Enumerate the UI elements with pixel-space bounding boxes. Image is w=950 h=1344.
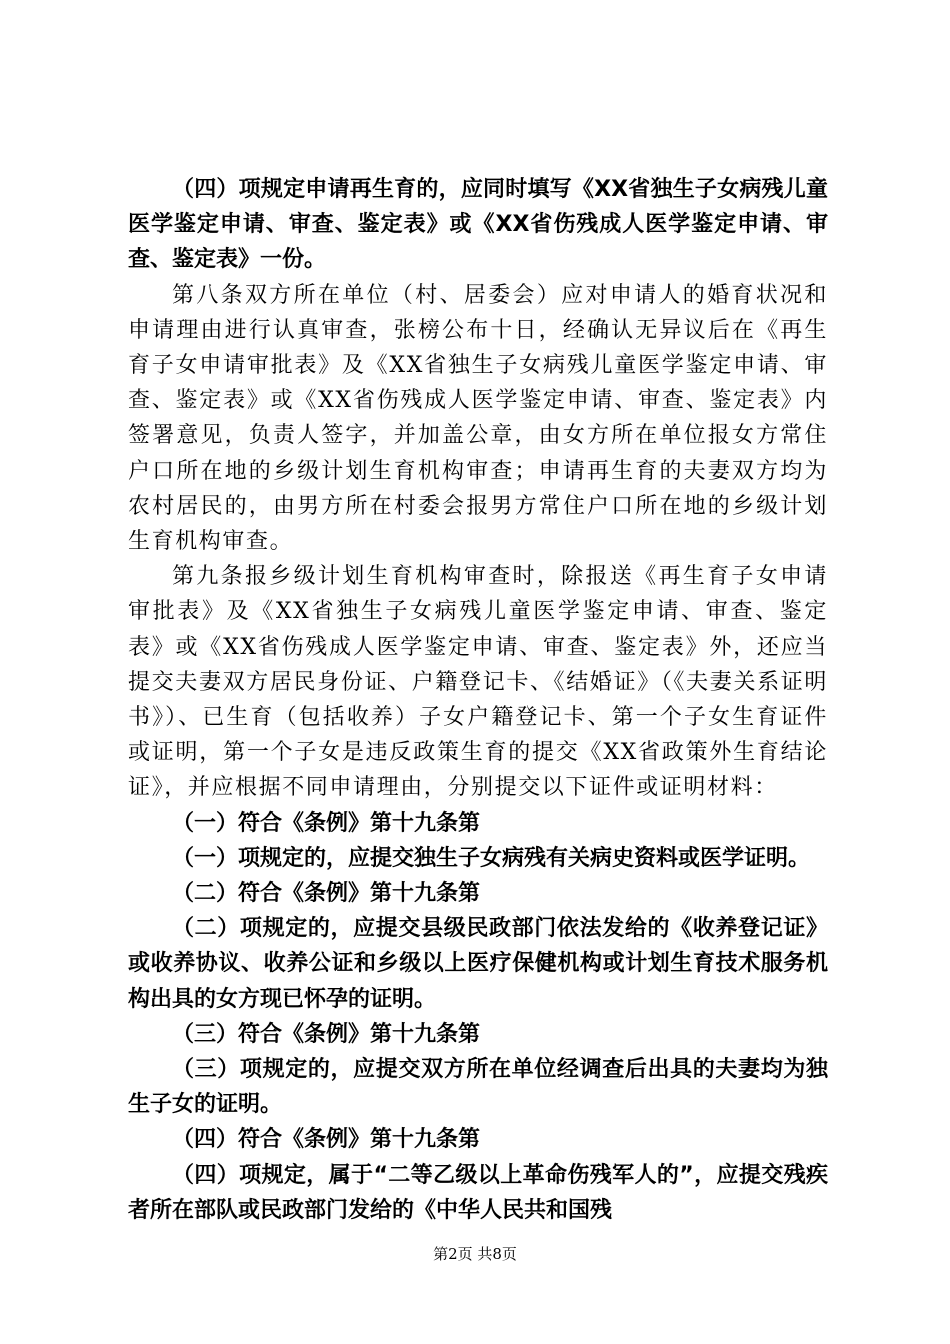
paragraph-item-4-body: （四）项规定，属于“二等乙级以上革命伤残军人的”，应提交残疾者所在部队或民政部门发给的《中华人民共和国残 xyxy=(128,1162,828,1223)
paragraph-item-4-heading: （四）符合《条例》第十九条第 xyxy=(172,1127,481,1153)
page-number-footer: 第2页 共8页 xyxy=(433,1245,517,1263)
paragraph-item-2-body: （二）项规定的，应提交县级民政部门依法发给的《收养登记证》或收养协议、收养公证和乡级以上医疗保健机构或计划生育技术服务机构出具的女方现已怀孕的证明。 xyxy=(128,916,828,1012)
paragraph-1: （四）项规定申请再生育的，应同时填写《XX省独生子女病残儿童医学鉴定申请、审查、鉴定表》或《XX省伤残成人医学鉴定申请、审查、鉴定表》一份。 xyxy=(128,177,828,273)
document-body xyxy=(128,172,828,1228)
paragraph-item-1-body: （一）项规定的，应提交独生子女病残有关病史资料或医学证明。 xyxy=(172,845,811,871)
paragraph-article-9: 第九条报乡级计划生育机构审查时，除报送《再生育子女申请审批表》及《XX省独生子女病残儿童医学鉴定申请、审查、鉴定表》或《XX省伤残成人医学鉴定申请、审查、鉴定表》外，还应当提交夫妻双方居民身份证、户籍登记卡、《结婚证》（《夫妻关系证明书》）、已生育（包括收养）子女户籍登记卡、第一个子女生育证件或证明，第一个子女是违反政策生育的提交《XX省政策外生育结论证》，并应根据不同申请理由，分别提交以下证件或证明材料： xyxy=(128,564,828,801)
paragraph-item-1-heading: （一）符合《条例》第十九条第 xyxy=(172,810,481,836)
paragraph-article-8: 第八条双方所在单位（村、居委会）应对申请人的婚育状况和申请理由进行认真审查，张榜公布十日，经确认无异议后在《再生育子女申请审批表》及《XX省独生子女病残儿童医学鉴定申请、审查、鉴定表》或《XX省伤残成人医学鉴定申请、审查、鉴定表》内签署意见，负责人签字，并加盖公章，由女方所在单位报女方常住户口所在地的乡级计划生育机构审查；申请再生育的夫妻双方均为农村居民的，由男方所在村委会报男方常住户口所在地的乡级计划生育机构审查。 xyxy=(128,282,828,555)
paragraph-item-2-heading: （二）符合《条例》第十九条第 xyxy=(172,881,481,907)
paragraph-item-3-body: （三）项规定的，应提交双方所在单位经调查后出具的夫妻均为独生子女的证明。 xyxy=(128,1057,828,1118)
paragraph-item-3-heading: （三）符合《条例》第十九条第 xyxy=(172,1021,481,1047)
